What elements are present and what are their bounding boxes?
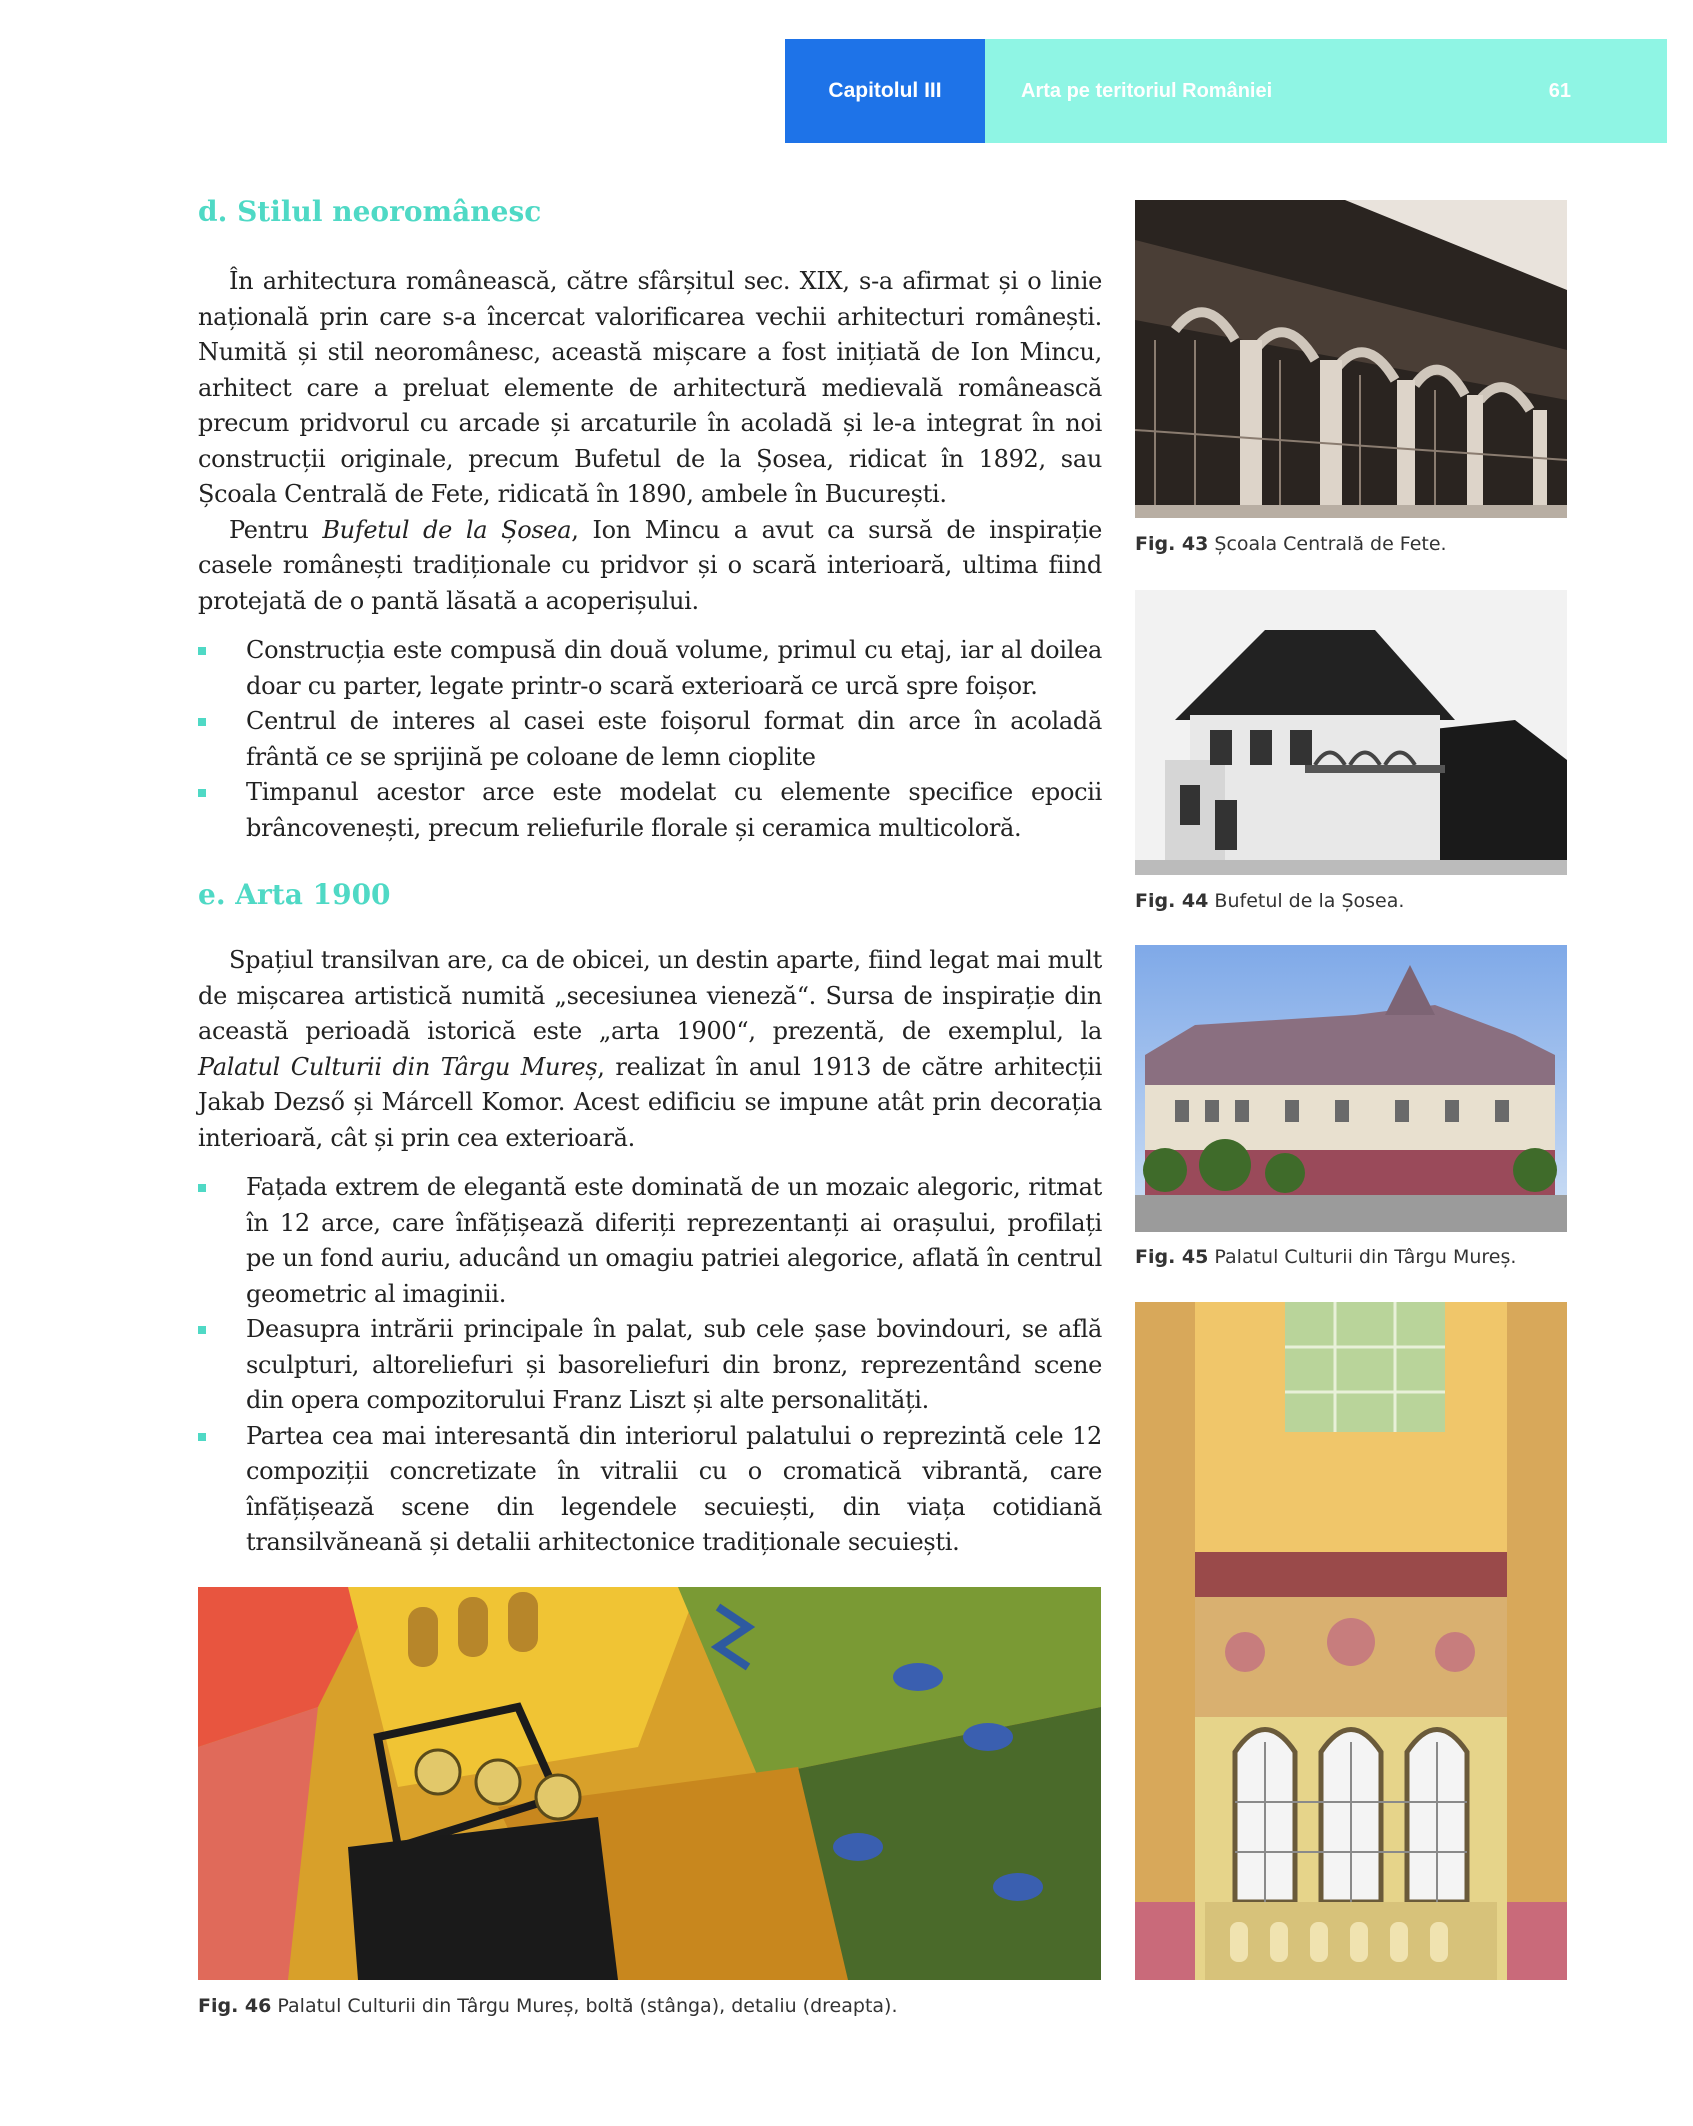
fig44-illustration: [1135, 590, 1567, 875]
fig43-text: Școala Centrală de Fete.: [1214, 533, 1447, 555]
chapter-text: Capitolul III: [828, 79, 942, 102]
fig44-caption: [1135, 890, 1404, 912]
fig44-text: Bufetul de la Șosea.: [1214, 890, 1405, 912]
e-p1-start: Spațiul transilvan are, ca de obicei, un destin aparte, fiind legat mai mult de mișcarea artistică numită „secesiunea vieneză“. Sursa de inspirație din această perioadă istorică este „arta 1900“, prezentă, de exemplul, la: [198, 946, 1102, 1045]
fig46-right-illustration: [1135, 1302, 1567, 1980]
fig46-left-image: [198, 1587, 1101, 1980]
section-d: [198, 195, 1102, 228]
bullet-text: Deasupra intrării principale în palat, sub cele șase bovindouri, se află sculpturi, altoreliefuri și basoreliefuri din bronz, reprezentând scene din opera compozitorului Franz Liszt și alte personalități.: [246, 1315, 1102, 1414]
list-item: [198, 704, 1102, 775]
section-e-heading: e. Arta 1900: [198, 878, 391, 911]
section-e-body: [198, 943, 1102, 1561]
section-d-heading: d. Stilul neoromânesc: [198, 195, 542, 228]
fig45-text: Palatul Culturii din Târgu Mureș.: [1214, 1246, 1517, 1268]
bullet-text: Construcția este compusă din două volume, primul cu etaj, iar al doilea doar cu parter, legate printr-o scară exterioară ce urcă spre foișor.: [246, 636, 1102, 700]
bullet-text: Timpanul acestor arce este modelat cu elemente specifice epocii brâncovenești, precum reliefurile florale și ceramica multicoloră.: [246, 778, 1102, 842]
page-number: 61: [1548, 80, 1571, 102]
section-e-bullets: [198, 1170, 1102, 1561]
section-e: [198, 878, 1102, 911]
header-band: [985, 39, 1667, 143]
bullet-marker: [198, 789, 206, 797]
e-p1-emphasis: Palatul Culturii din Târgu Mureș: [198, 1052, 598, 1081]
fig45-label: Fig. 45: [1135, 1246, 1209, 1268]
bullet-marker: [198, 1326, 206, 1334]
fig46-left-illustration: [198, 1587, 1101, 1980]
e-p1-rest: , realizat în anul 1913 de către arhitecții Jakab Dezső și Márcell Komor. Acest edificiu se impune atât prin decorația interioară, cât și prin cea exterioară.: [198, 1052, 1103, 1152]
bullet-marker: [198, 1433, 206, 1441]
section-d-paragraph-2: [198, 513, 1102, 620]
fig46-text: Palatul Culturii din Târgu Mureș, boltă (stânga), detaliu (dreapta).: [277, 1995, 898, 2017]
fig45-image: [1135, 945, 1567, 1232]
bullet-marker: [198, 718, 206, 726]
fig44-image: [1135, 590, 1567, 875]
chapter-title: Arta pe teritoriul României: [1021, 80, 1273, 102]
bullet-text: Partea cea mai interesantă din interiorul palatului o reprezintă cele 12 compoziții concretizate în vitralii cu o cromatică vibrantă, care înfățișează scene din legendele secuiești, din viața cotidiană transilvăneană și detalii arhitectonice tradiționale secuiești.: [246, 1421, 1102, 1556]
p2-emphasis: Bufetul de la Șosea: [322, 515, 572, 544]
list-item: [198, 1312, 1102, 1419]
p2-rest: , Ion Mincu a avut ca sursă de inspirație casele românești tradiționale cu pridvor și o scară interioară, ultima fiind protejată de o pantă lăsată a acoperișului.: [198, 515, 1102, 615]
list-item: [198, 775, 1102, 846]
section-d-body: [198, 264, 1102, 846]
list-item: [198, 1419, 1102, 1561]
chapter-label: [785, 39, 985, 143]
fig43-image: [1135, 200, 1567, 518]
fig43-caption: [1135, 533, 1447, 555]
section-e-paragraph-1: [198, 943, 1102, 1156]
fig44-label: Fig. 44: [1135, 890, 1209, 912]
bullet-marker: [198, 647, 206, 655]
bullet-marker: [198, 1184, 206, 1192]
fig46-caption: [198, 1995, 897, 2017]
fig46-right-image: [1135, 1302, 1567, 1980]
list-item: [198, 1170, 1102, 1312]
section-d-bullets: [198, 633, 1102, 846]
fig45-caption: [1135, 1246, 1516, 1268]
fig43-illustration: [1135, 200, 1567, 518]
bullet-text: Fațada extrem de elegantă este dominată de un mozaic alegoric, ritmat în 12 arce, care înfățișează diferiți reprezentanți ai orașului, profilați pe un fond auriu, aducând un omagiu patriei alegorice, aflată în centrul geometric al imaginii.: [246, 1173, 1102, 1308]
list-item: [198, 633, 1102, 704]
fig45-illustration: [1135, 945, 1567, 1232]
bullet-text: Centrul de interes al casei este foișorul format din arce în acoladă frântă ce se sprijină pe coloane de lemn cioplite: [246, 707, 1102, 771]
p2-start: Pentru: [229, 515, 323, 544]
section-d-paragraph-1: În arhitectura românească, către sfârșitul sec. XIX, s-a afirmat și o linie națională prin care s-a încercat valorificarea vechii arhitecturi românești. Numită și stil neoromânesc, această mișcare a fost inițiată de Ion Mincu, arhitect care a preluat elemente de arhitectură medievală românească precum pridvorul cu arcade și arcaturile în acoladă și le-a integrat în noi construcții originale, precum Bufetul de la Șosea, ridicat în 1892, sau Școala Centrală de Fete, ridicată în 1890, ambele în București.: [198, 267, 1102, 508]
fig46-label: Fig. 46: [198, 1995, 272, 2017]
fig43-label: Fig. 43: [1135, 533, 1209, 555]
